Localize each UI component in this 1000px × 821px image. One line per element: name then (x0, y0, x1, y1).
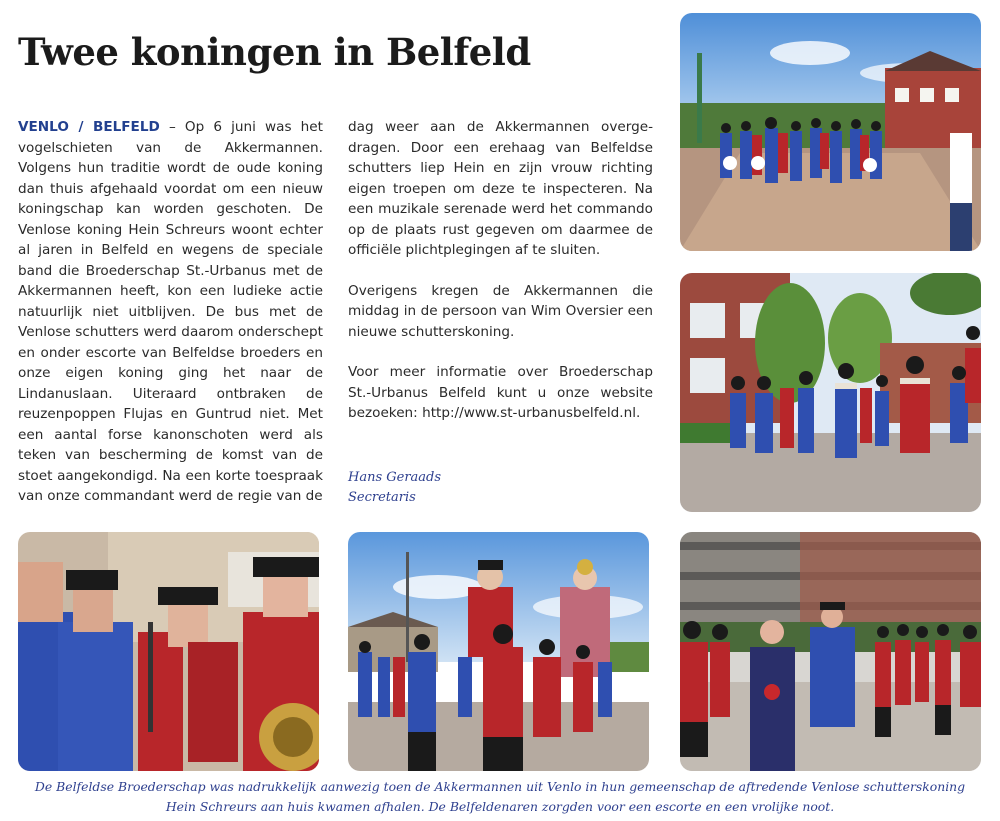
article-column-1 (18, 117, 323, 527)
caption-line-2: Hein Schreurs aan huis kwamen afhalen. De Belfeldenaren zorgden voor een escorte en een vrolijke noot. (165, 799, 835, 814)
photo-band-closeup (18, 532, 319, 771)
dateline: VENLO / BELFELD (18, 119, 160, 135)
body-text: – Op 6 juni was het vogelschieten van de Akkermannen. Volgens hun traditie wordt de oude koning dan thuis afgehaald voordat om een nieuw koningschap kan worden geschoten. De Venlose koning Hein Schreurs woont echter al jaren in Belfeld en wegens de speciale band die Broederschap St.-Urbanus met de Akkermannen heeft, kon een ludieke actie natuurlijk niet uitblijven. De bus met de Venlose schutters werd daarom onderschept en onder escorte van Belfeldse broeders en onze eigen koning ging het naar de Lindanuslaan. Uiteraard ontbraken de reuzenpoppen Flujas en Guntrud niet. Met een aantal forse kanonschoten werd als teken van bescherming de komst van de stoet aangekondigd. Na een korte toespraak van onze commandant werd de regie van de (18, 119, 323, 504)
article-column-2 (348, 117, 653, 508)
photo-giant-puppets (348, 532, 649, 771)
photo-honor-guard (680, 273, 981, 512)
body-paragraph: dag weer aan de Akkermannen overgedragen. Door een erehaag van Belfeldse schutters liep Hein en zijn vrouw richting eigen troepen om deze te inspecteren. Na een muzikale serenade werd het commando op de plaats rust gegeven om daarmee de officiële plichtplegingen af te sluiten. (348, 119, 653, 258)
article-title: Twee koningen in Belfeld (18, 30, 531, 74)
photo-king-inspection (680, 532, 981, 771)
author-name: Hans Geraads (348, 469, 442, 485)
website-paragraph: Voor meer informatie over Broederschap St.-Urbanus Belfeld kunt u onze website bezoeken: http://www.st-urbanusbelfeld.nl. (348, 364, 653, 421)
body-paragraph: Overigens kregen de Akkermannen die middag in de persoon van Wim Oversier een nieuwe schutterskoning. (348, 282, 653, 340)
author-role: Secretaris (348, 489, 416, 505)
caption-line-1: De Belfeldse Broederschap was nadrukkelijk aanwezig toen de Akkermannen uit Venlo in hun gemeenschap de aftredende Venlose schutterskoning (34, 779, 966, 794)
byline (348, 468, 653, 508)
photo-caption (30, 777, 970, 817)
photo-parade-street (680, 13, 981, 251)
